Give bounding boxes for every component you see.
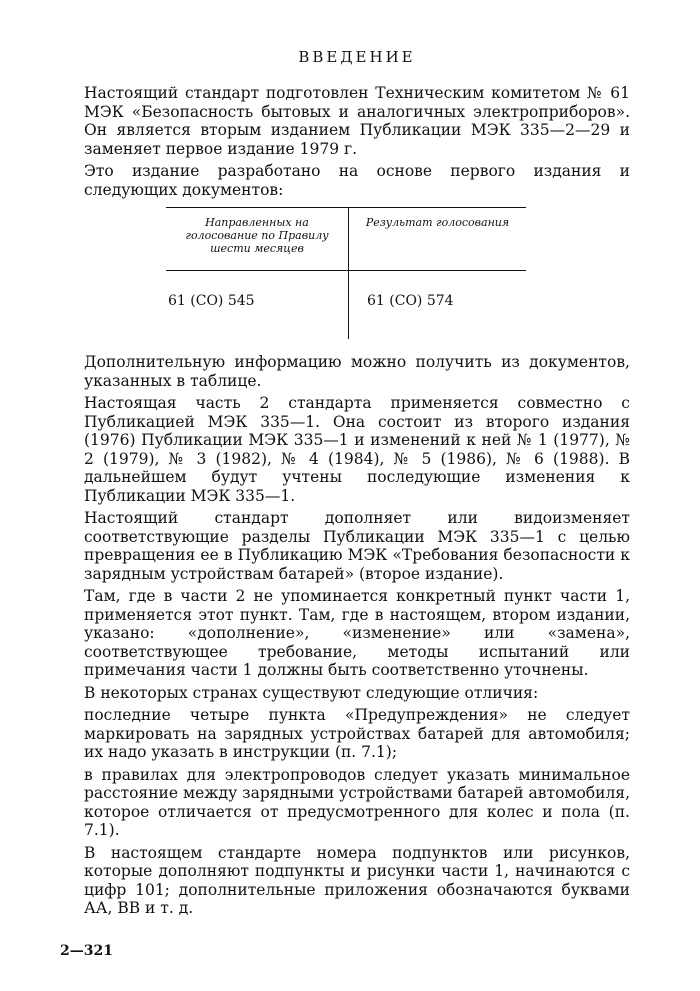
paragraph-6: Там, где в части 2 не упоминается конкретный пункт части 1, применяется этот пункт. Там, где в настоящем, втором издании, указано: «дополнение», «изменение» или «замена», соответствующее требование, методы испытаний или примечания части 1 должны быть соответственно уточнены. [84,587,630,679]
paragraph-7: В некоторых странах существуют следующие отличия: [84,683,539,702]
table-cell-voting-result: 61 (СО) 574 [349,271,527,340]
paragraph-3: Дополнительную информацию можно получить из документов, указанных в таблице. [84,353,630,390]
voting-table [166,207,526,339]
page-code: 2—321 [60,943,113,959]
table-cell-six-months: 61 (СО) 545 [168,293,255,309]
table-row [166,271,526,340]
table-header-six-months: Направленных на голосование по Правилу шести месяцев [166,208,349,271]
paragraph-8: последние четыре пункта «Предупреждения» не следует маркировать на зарядных устройствах батарей для автомобиля; их надо указать в инструкции (п. 7.1); [84,706,630,761]
page-content [84,40,630,922]
page-title: ВВЕДЕНИЕ [298,48,416,66]
paragraph-1: Настоящий стандарт подготовлен Техническим комитетом № 61 МЭК «Безопасность бытовых и аналогичных электроприборов». Он является вторым изданием Публикации МЭК 335—2—29 и заменяет первое издание 1979 г. [84,84,630,158]
table-header-row [166,208,526,271]
table-header-voting-result: Результат голосования [349,208,527,271]
paragraph-4: Настоящая часть 2 стандарта применяется совместно с Публикацией МЭК 335—1. Она состоит из второго издания (1976) Публикации МЭК 335—1 и изменений к ней № 1 (1977), № 2 (1979), № 3 (1982), № 4 (1984), № 5 (1986), № 6 (1988). В дальнейшем будут учтены последующие изменения к Публикации МЭК 335—1. [84,394,630,505]
paragraph-5: Настоящий стандарт дополняет или видоизменяет соответствующие разделы Публикации МЭК 335—1 с целью превращения ее в Публикацию МЭК «Требования безопасности к зарядным устройствам батарей» (второе издание). [84,509,630,583]
paragraph-2: Это издание разработано на основе первого издания и следующих документов: [84,162,630,199]
paragraph-10: В настоящем стандарте номера подпунктов или рисунков, которые дополняют подпункты и рисунки части 1, начинаются с цифр 101; дополнительные приложения обозначаются буквами АА, ВВ и т. д. [84,843,630,917]
paragraph-9: в правилах для электропроводов следует указать минимальное расстояние между зарядными устройствами батарей автомобиля, которое отличается от предусмотренного для колес и пола (п. 7.1). [84,765,630,839]
